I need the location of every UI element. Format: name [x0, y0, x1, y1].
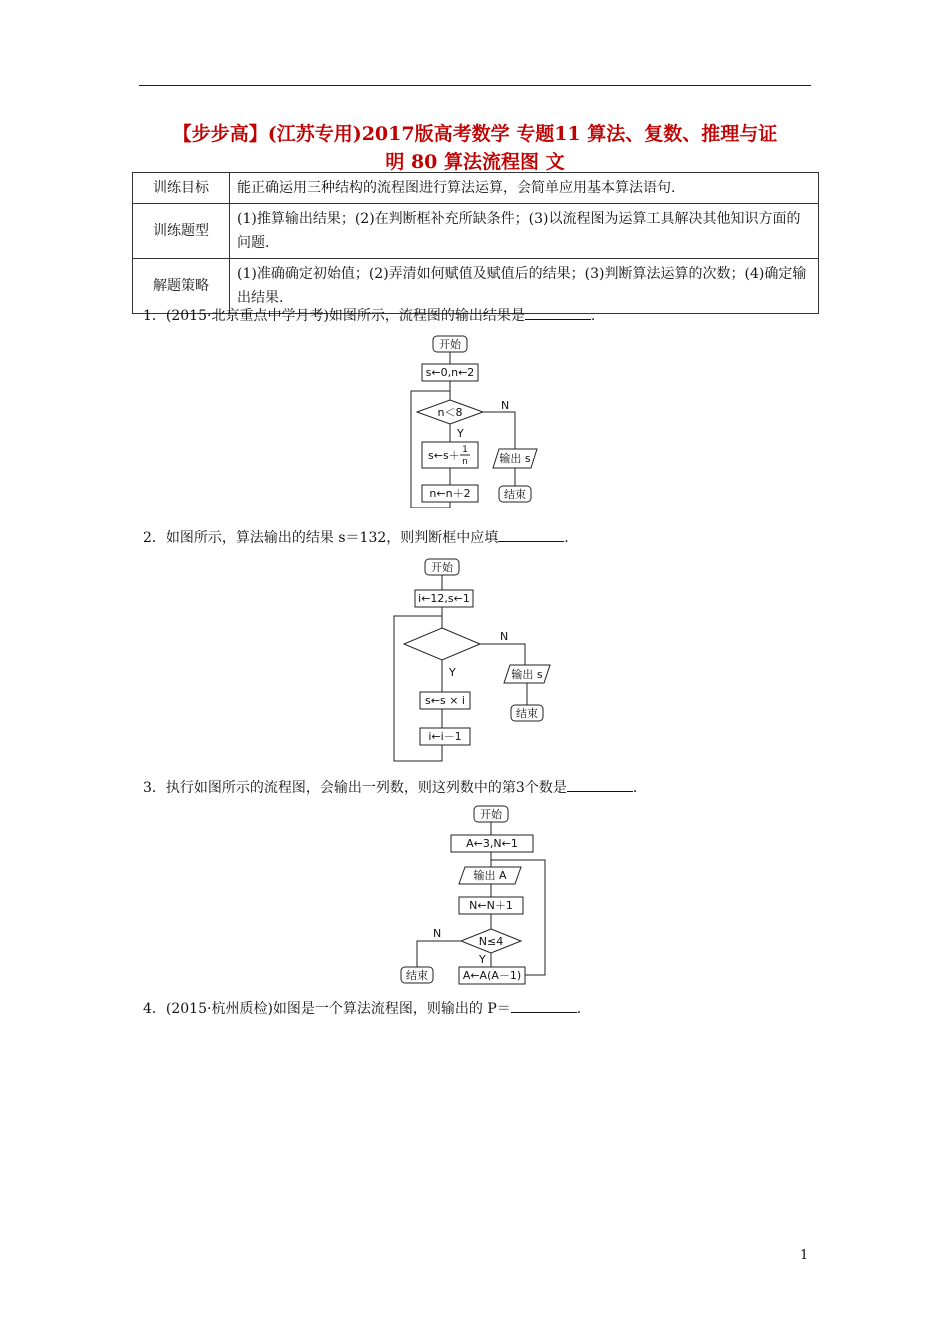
document-title [125, 120, 825, 176]
title-line-1: 【步步高】(江苏专用)2017版高考数学 专题11 算法、复数、推理与证 [172, 123, 778, 145]
fraction-numerator: 1 [462, 445, 468, 455]
question-text: 3．执行如图所示的流程图，会输出一列数，则这列数中的第3个数是 [143, 780, 567, 796]
output-label: 输出 s [511, 668, 543, 681]
row-label: 训练目标 [133, 173, 230, 204]
question-tail: . [576, 1001, 582, 1017]
row-text: 能正确运用三种结构的流程图进行算法运算，会简单应用基本算法语句. [230, 173, 819, 204]
start-label: 开始 [439, 338, 461, 351]
answer-blank[interactable] [511, 998, 577, 1013]
update-label: s←s × i [425, 694, 465, 707]
table-row [133, 204, 819, 259]
decrement-label: i←i－1 [428, 730, 462, 743]
question-1 [143, 305, 595, 326]
yes-label: Y [449, 666, 456, 679]
init-label: A←3,N←1 [466, 837, 518, 850]
question-text: 1．(2015·北京重点中学月考)如图所示，流程图的输出结果是 [143, 308, 525, 324]
training-info-table [132, 172, 819, 314]
increment-label: n←n＋2 [429, 487, 471, 500]
answer-blank[interactable] [525, 305, 591, 320]
question-4 [143, 998, 581, 1019]
increment-label: N←N＋1 [469, 899, 513, 912]
end-label: 结束 [516, 707, 538, 720]
question-tail: . [590, 308, 596, 324]
question-tail: . [564, 530, 569, 546]
init-label: s←0,n←2 [425, 366, 475, 379]
condition-label: N≤4 [478, 935, 504, 948]
init-label: i←12,s←1 [418, 592, 470, 605]
no-label: N [500, 630, 509, 643]
end-label: 结束 [406, 969, 428, 982]
output-label: 输出 s [499, 452, 531, 465]
row-label: 解题策略 [133, 259, 230, 314]
end-label: 结束 [504, 488, 526, 501]
header-rule [139, 85, 811, 86]
flowchart-3 [395, 803, 565, 988]
row-text: (1)准确确定初始值；(2)弄清如何赋值及赋值后的结果；(3)判断算法运算的次数；(4)确定输出结果. [230, 259, 819, 314]
output-label: 输出 A [473, 869, 507, 882]
page-number: 1 [800, 1248, 809, 1263]
no-label: N [501, 399, 510, 412]
no-label: N [433, 927, 442, 940]
flowchart-1 [405, 333, 555, 508]
question-text: 2．如图所示，算法输出的结果 s＝132，则判断框中应填 [143, 530, 499, 546]
yes-label: Y [479, 953, 486, 966]
question-text: 4．(2015·杭州质检)如图是一个算法流程图，则输出的 P＝ [143, 1001, 511, 1017]
yes-label: Y [457, 427, 464, 440]
update-label: A←A(A－1) [462, 969, 522, 982]
answer-blank[interactable] [567, 777, 633, 792]
condition-diamond [404, 628, 480, 660]
start-label: 开始 [480, 808, 502, 821]
question-tail: . [632, 780, 638, 796]
condition-label: n＜8 [437, 406, 463, 419]
flowchart-2 [388, 556, 568, 766]
update-label: s←s＋ [428, 449, 460, 462]
row-label: 训练题型 [133, 204, 230, 259]
question-2 [143, 527, 569, 548]
question-3 [143, 777, 637, 798]
table-row [133, 173, 819, 204]
row-text: (1)推算输出结果；(2)在判断框补充所缺条件；(3)以流程图为运算工具解决其他知识方面的问题. [230, 204, 819, 259]
start-label: 开始 [431, 561, 453, 574]
answer-blank[interactable] [498, 527, 564, 542]
fraction-denominator: n [462, 457, 468, 467]
title-line-2: 明 80 算法流程图 文 [385, 151, 565, 173]
